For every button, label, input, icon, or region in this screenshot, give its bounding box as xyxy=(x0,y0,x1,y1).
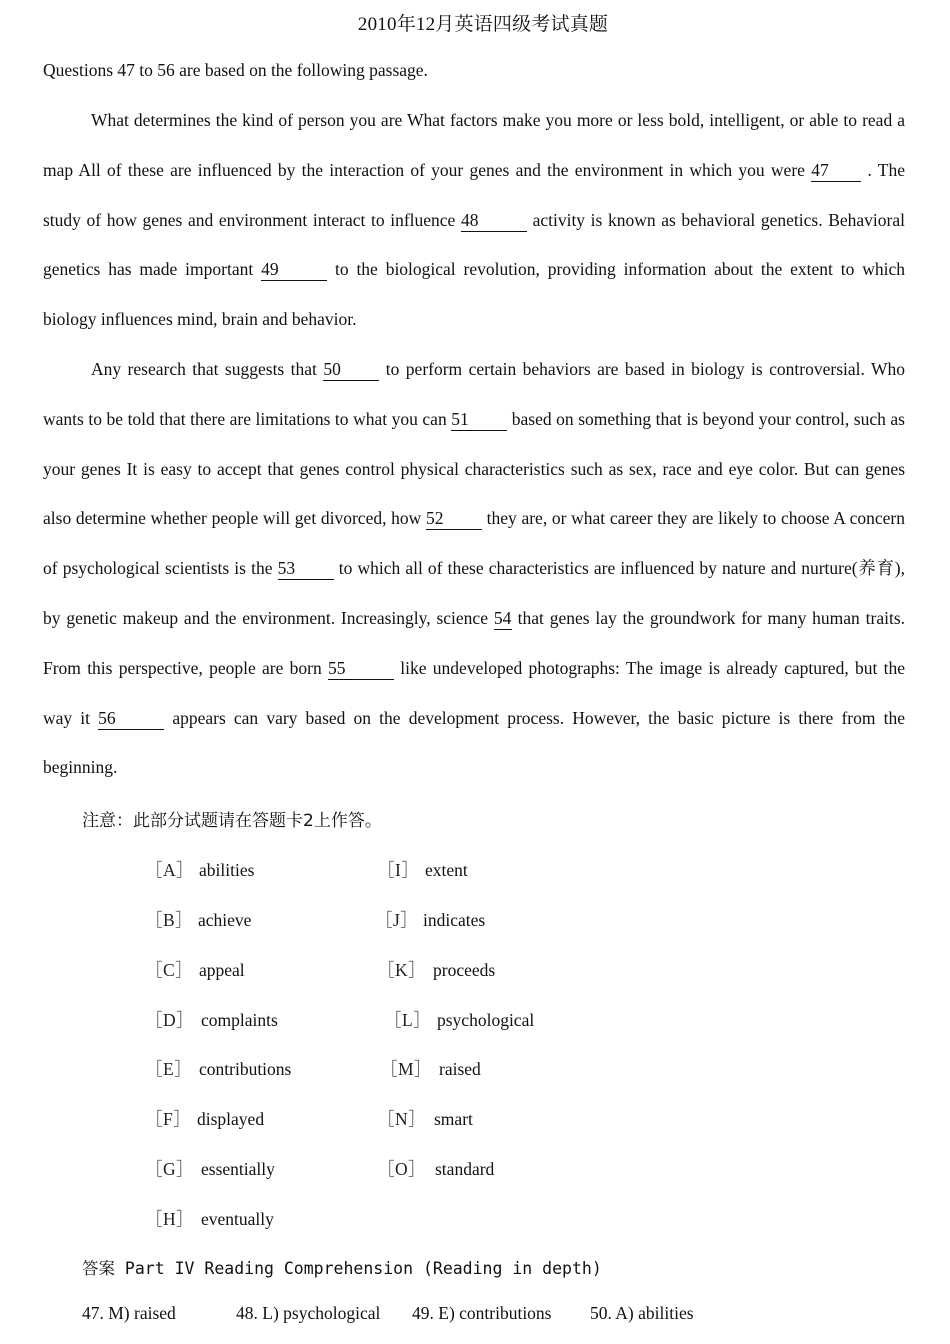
blank-55: 55 xyxy=(328,657,394,680)
option-e xyxy=(145,1056,291,1081)
option-letter: ［C］ xyxy=(145,960,194,980)
option-c xyxy=(145,957,245,982)
answer-item: 48. L) psychological xyxy=(236,1303,381,1323)
option-letter: ［H］ xyxy=(145,1209,195,1229)
option-a xyxy=(145,857,254,882)
option-word: essentially xyxy=(201,1159,275,1179)
option-n xyxy=(377,1106,473,1131)
blank-51: 51 xyxy=(451,408,507,431)
option-letter: ［G］ xyxy=(145,1159,195,1179)
passage-text: like undeveloped photographs: The image is already captured, but the way it xyxy=(43,657,905,728)
option-h xyxy=(145,1206,274,1231)
passage-text: to the biological revolution, providing information about the extent to which biology influences mind, brain and behavior. xyxy=(43,259,906,330)
option-j xyxy=(375,907,485,932)
answer-item: 47. M) raised xyxy=(82,1303,176,1323)
option-word: achieve xyxy=(198,910,252,930)
option-word: proceeds xyxy=(433,960,496,980)
blank-54: 54 xyxy=(493,607,512,628)
passage-text: to perform certain behaviors are based in biology is controversial. Who wants to be told that there are limitations to what you can xyxy=(43,359,906,429)
blank-48: 48 xyxy=(461,209,527,232)
option-word: complaints xyxy=(201,1010,278,1030)
passage-text: What determines the kind of person you are What factors make you more or less bold, intelligent, or able to read a map All of these are influenced by the interaction of your genes and the environment in which you were xyxy=(43,110,905,180)
passage-paragraph-1 xyxy=(43,96,905,345)
option-word: extent xyxy=(425,860,468,880)
option-word: eventually xyxy=(201,1209,274,1229)
option-letter: ［I］ xyxy=(377,860,420,880)
page-title: 2010年12月英语四级考试真题 xyxy=(357,14,609,35)
option-k xyxy=(377,957,495,982)
option-letter: ［N］ xyxy=(377,1109,427,1129)
option-letter: ［E］ xyxy=(145,1059,193,1079)
questions-intro: Questions 47 to 56 are based on the following passage. xyxy=(43,60,428,80)
option-g xyxy=(145,1156,275,1181)
option-letter: ［B］ xyxy=(145,910,194,930)
blank-49: 49 xyxy=(261,258,327,281)
option-word: standard xyxy=(435,1159,495,1179)
option-i xyxy=(377,857,468,882)
option-m xyxy=(380,1056,481,1081)
blank-50: 50 xyxy=(323,358,379,381)
blank-52: 52 xyxy=(426,507,482,530)
option-letter: ［L］ xyxy=(384,1010,432,1030)
passage-text: . The study of how genes and environment interact to influence xyxy=(43,159,905,230)
option-l xyxy=(384,1007,534,1032)
passage-text: based on something that is beyond your control, such as your genes It is easy to accept that genes control physical characteristics such as sex, race and eye color. But can genes also determine whether people will get divorced, how xyxy=(43,408,905,529)
option-word: raised xyxy=(439,1059,481,1079)
passage-text: that genes lay the groundwork for many human traits. From this perspective, people are born xyxy=(43,607,906,678)
option-word: abilities xyxy=(199,860,255,880)
option-letter: ［K］ xyxy=(377,960,427,980)
answer-sheet-note: 注意：此部分试题请在答题卡2上作答。 xyxy=(82,811,382,831)
passage-text: Any research that suggests that xyxy=(91,359,324,379)
option-word: displayed xyxy=(197,1109,265,1129)
option-letter: ［A］ xyxy=(145,860,195,880)
option-letter: ［J］ xyxy=(375,910,419,930)
option-b xyxy=(145,907,251,932)
option-word: contributions xyxy=(199,1059,292,1079)
option-letter: ［O］ xyxy=(377,1159,427,1179)
option-letter: ［F］ xyxy=(145,1109,192,1129)
blank-47: 47 xyxy=(811,159,861,182)
answer-item: 49. E) contributions xyxy=(412,1303,552,1323)
option-letter: ［M］ xyxy=(380,1059,433,1079)
option-d xyxy=(145,1007,278,1032)
passage-text: to which all of these characteristics are influenced by nature and nurture(养育), by genetic makeup and the environment. Increasingly, science xyxy=(43,558,905,628)
option-word: smart xyxy=(434,1109,473,1129)
blank-53: 53 xyxy=(278,557,334,580)
option-letter: ［D］ xyxy=(145,1010,195,1030)
answer-item: 50. A) abilities xyxy=(590,1303,694,1323)
blank-56: 56 xyxy=(98,707,164,730)
option-o xyxy=(377,1156,494,1181)
passage-text: activity is known as behavioral genetics. Behavioral genetics has made important xyxy=(43,209,905,280)
option-word: appeal xyxy=(199,960,245,980)
answer-heading: 答案 Part IV Reading Comprehension (Reading in depth) xyxy=(82,1259,602,1278)
option-f xyxy=(145,1106,264,1131)
passage-text: appears can vary based on the development process. However, the basic picture is there from the beginning. xyxy=(43,707,905,778)
passage-text: they are, or what career they are likely to choose A concern of psychological scientists is the xyxy=(43,508,905,579)
option-word: indicates xyxy=(423,910,486,930)
option-word: psychological xyxy=(437,1010,535,1030)
passage-paragraph-2 xyxy=(43,345,905,793)
